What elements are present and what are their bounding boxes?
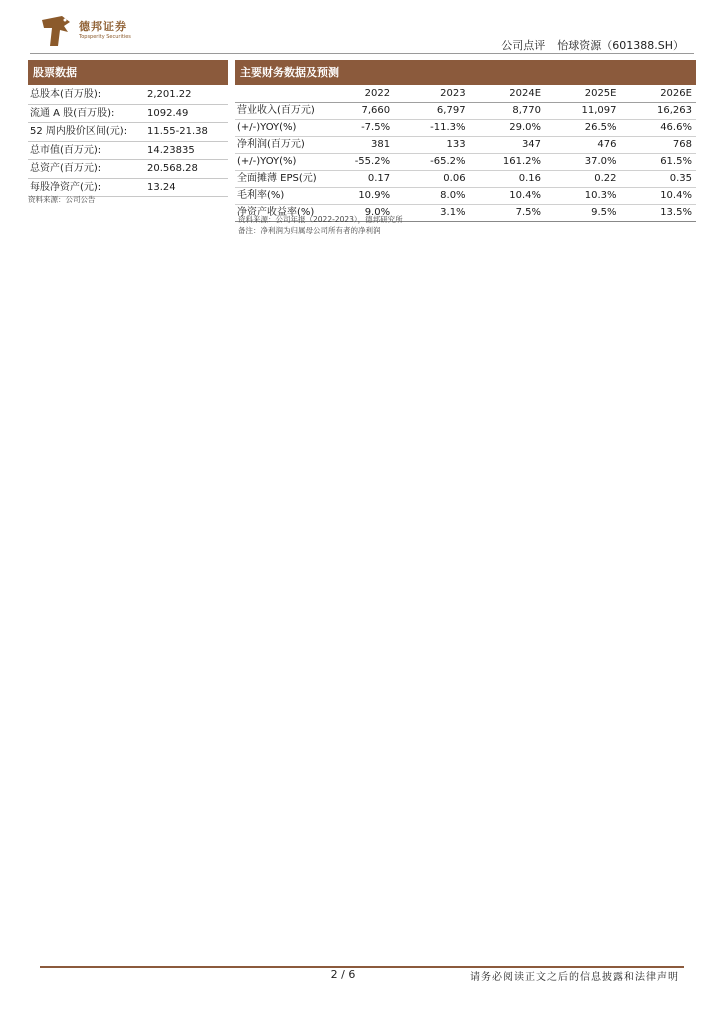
company-name: 怡球资源（601388.SH） bbox=[557, 39, 684, 52]
row-label: 总资产(百万元): bbox=[30, 163, 102, 174]
table-cell: 768 bbox=[672, 139, 692, 150]
table-cell: 0.06 bbox=[443, 173, 466, 184]
table-cell: 381 bbox=[371, 139, 391, 150]
table-cell: 0.35 bbox=[669, 173, 692, 184]
table-cell: 161.2% bbox=[502, 156, 542, 167]
table-cell: 26.5% bbox=[584, 122, 617, 133]
table-cell: 0.22 bbox=[594, 173, 617, 184]
table-cell: 10.4% bbox=[509, 190, 542, 201]
table-cell: 10.9% bbox=[358, 190, 391, 201]
table-cell: 46.6% bbox=[660, 122, 692, 133]
year-header: 2022 bbox=[364, 88, 391, 99]
table-row bbox=[28, 86, 228, 105]
row-label: 52 周内股价区间(元): bbox=[30, 126, 128, 137]
row-label: 总市值(百万元): bbox=[30, 144, 102, 156]
table-cell: 7,660 bbox=[361, 105, 391, 116]
year-header: 2025E bbox=[584, 88, 617, 99]
row-label: 净利润(百万元) bbox=[237, 139, 305, 150]
row-label: 流通 A 股(百万股): bbox=[30, 107, 115, 119]
table-row bbox=[235, 103, 696, 120]
stock-data-title: 股票数据 bbox=[28, 60, 228, 85]
row-label: 每股净资产(元): bbox=[30, 181, 102, 193]
row-label: (+/-)YOY(%) bbox=[237, 122, 297, 133]
logo-english-text: Topsperity Securities bbox=[79, 34, 131, 40]
row-value: 1092.49 bbox=[147, 107, 189, 119]
table-row bbox=[28, 160, 228, 179]
table-row bbox=[235, 171, 696, 188]
table-cell: 13.5% bbox=[660, 207, 692, 218]
table-cell: 133 bbox=[446, 139, 466, 150]
row-value: 20.568.28 bbox=[147, 163, 198, 174]
table-cell: 347 bbox=[521, 139, 542, 150]
row-label: 毛利率(%) bbox=[237, 190, 285, 201]
table-cell: -55.2% bbox=[354, 156, 391, 167]
table-cell: 16,263 bbox=[656, 105, 692, 116]
header-divider bbox=[30, 53, 694, 54]
year-header: 2023 bbox=[440, 88, 466, 99]
row-label: 全面摊薄 EPS(元) bbox=[237, 173, 317, 184]
table-cell: 6,797 bbox=[436, 105, 466, 116]
table-row bbox=[28, 142, 228, 161]
page-number: 2 / 6 bbox=[330, 968, 356, 981]
table-row bbox=[235, 137, 696, 154]
logo-chinese-text: 德邦证券 bbox=[79, 20, 127, 33]
table-cell: -11.3% bbox=[430, 122, 466, 133]
financials-title: 主要财务数据及预测 bbox=[235, 60, 696, 85]
table-cell: 10.4% bbox=[660, 190, 692, 201]
table-cell: 9.0% bbox=[364, 207, 391, 218]
table-cell: 0.17 bbox=[367, 173, 391, 184]
table-header-row bbox=[235, 86, 696, 103]
table-row bbox=[28, 123, 228, 142]
company-logo bbox=[40, 14, 150, 50]
table-cell: 29.0% bbox=[509, 122, 542, 133]
table-row bbox=[28, 105, 228, 124]
table-cell: 3.1% bbox=[440, 207, 466, 218]
header-blank bbox=[235, 86, 319, 102]
report-header bbox=[501, 37, 684, 53]
row-label: 净资产收益率(%) bbox=[237, 207, 315, 218]
financials-source: 资料来源：公司年报（2022-2023），德邦研究所 bbox=[238, 215, 403, 224]
financials-table bbox=[235, 86, 696, 222]
table-cell: 9.5% bbox=[591, 207, 617, 218]
table-cell: 8.0% bbox=[440, 190, 466, 201]
footer-disclaimer: 请务必阅读正文之后的信息披露和法律声明 bbox=[470, 972, 679, 983]
table-cell: 10.3% bbox=[584, 190, 617, 201]
table-row bbox=[235, 154, 696, 171]
table-cell: 476 bbox=[597, 139, 617, 150]
stock-data-table bbox=[28, 86, 228, 197]
year-header: 2024E bbox=[509, 88, 542, 99]
logo-mark-icon bbox=[40, 14, 74, 48]
row-label: (+/-)YOY(%) bbox=[237, 156, 297, 167]
row-value: 2,201.22 bbox=[147, 89, 192, 100]
table-row bbox=[235, 188, 696, 205]
year-header: 2026E bbox=[660, 88, 692, 99]
table-cell: 7.5% bbox=[515, 207, 542, 218]
row-label: 营业收入(百万元) bbox=[237, 105, 315, 116]
table-cell: 11,097 bbox=[581, 105, 617, 116]
row-value: 14.23835 bbox=[147, 144, 195, 156]
table-cell: 37.0% bbox=[584, 156, 617, 167]
table-cell: -7.5% bbox=[361, 122, 391, 133]
table-cell: 8,770 bbox=[512, 105, 542, 116]
financials-note: 备注：净利润为归属母公司所有者的净利润 bbox=[238, 226, 381, 235]
doc-type: 公司点评 bbox=[501, 39, 546, 52]
row-value: 11.55-21.38 bbox=[147, 126, 208, 137]
table-cell: 0.16 bbox=[518, 173, 542, 184]
row-label: 总股本(百万股): bbox=[30, 89, 102, 100]
table-cell: 61.5% bbox=[660, 156, 692, 167]
stock-data-source: 资料来源：公司公告 bbox=[28, 195, 96, 204]
row-value: 13.24 bbox=[147, 181, 176, 193]
table-row bbox=[235, 120, 696, 137]
table-cell: -65.2% bbox=[430, 156, 466, 167]
